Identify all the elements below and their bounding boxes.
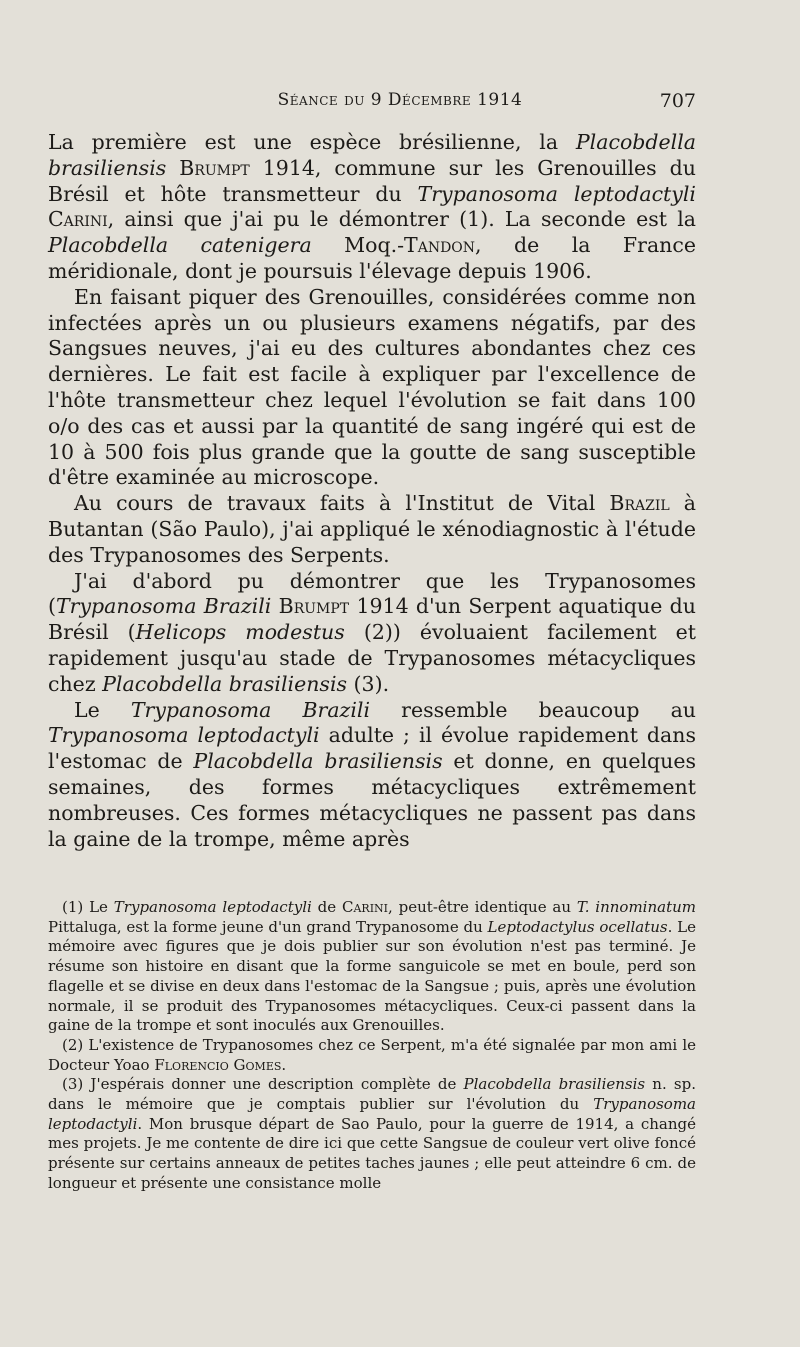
text-run: à Butantan (São Paulo), j'ai appliqué le xénodiagnostic à l'étude des Trypanosomes des Serpents.	[48, 491, 696, 567]
author-name: Brumpt	[179, 155, 250, 180]
species-name: T. innominatum	[576, 898, 696, 916]
text-run: ressemble beaucoup au	[370, 697, 697, 722]
text-run: n. sp. dans le mémoire que je comptais publier sur l'évolution du	[48, 1075, 696, 1114]
text-run: Pittaluga, est la forme jeune d'un grand Trypanosome du	[48, 917, 488, 936]
text-run: 1914 d'un Serpent aquatique du Brésil (	[48, 594, 696, 645]
footnotes	[48, 898, 696, 1194]
species-name: Trypanosoma leptodactyli	[48, 723, 320, 748]
species-name: Placobdella brasiliensis	[102, 671, 348, 696]
species-name: Leptodactylus ocellatus	[487, 917, 668, 936]
text-run: . Le mémoire avec figures que je dois publier sur son évolution n'est pas terminé. Je résume son histoire en disant que la forme sanguicole se met en boule, perd son flagelle et se divise en deux dans l'estomac de la Sangsue ; puis, après une évolution normale, il se produit des Trypanosomes métacycliques. Ceux-ci passent dans la gaine de la trompe et sont inoculés aux Grenouilles.	[48, 917, 697, 1035]
page-number: 707	[659, 90, 696, 112]
species-name: Trypanosoma leptodactyli	[113, 898, 312, 916]
text-run: (1) Le	[62, 898, 114, 916]
text-run: J'ai d'abord pu démontrer que les Trypanosomes (	[48, 568, 696, 619]
footnote-2	[48, 1036, 696, 1075]
species-name: Placobdella brasiliensis	[48, 130, 696, 180]
text-run: . Mon brusque départ de Sao Paulo, pour la guerre de 1914, a changé mes projets. Je me contente de dire ici que cette Sangsue de couleur vert olive foncé présente sur certains anneaux de petites taches jaunes ; elle peut atteindre 6 cm. de longueur et présente une consistance molle	[48, 1114, 696, 1192]
text-run: de	[311, 898, 342, 916]
species-name: Placobdella brasiliensis	[463, 1075, 646, 1094]
text-run: et donne, en quelques semaines, des formes métacycliques extrêmement nombreuses. Ces formes métacycliques ne passent pas dans la gaine de la trompe, même après	[48, 749, 696, 851]
text-run: (3).	[347, 671, 390, 696]
text-run: (2)) évoluaient facilement et rapidement jusqu'au stade de Trypanosomes métacycliques chez	[48, 620, 697, 696]
author-name: Brumpt	[278, 594, 350, 619]
species-name: Placobdella catenigera	[48, 233, 312, 258]
species-name: Trypanosoma leptodactyli	[48, 1095, 696, 1133]
author-name: Florencio Gomes	[154, 1055, 282, 1074]
text-run: Le	[74, 697, 131, 722]
paragraph-5	[48, 698, 696, 853]
author-name: Tandon	[404, 233, 476, 258]
paragraph-1	[48, 130, 696, 285]
text-run: , ainsi que j'ai pu le démontrer (1). La seconde est la	[107, 207, 696, 232]
text-run: , de la France méridionale, dont je poursuis l'élevage depuis 1906.	[48, 233, 696, 283]
species-name: Trypanosoma Brazili	[130, 697, 371, 722]
running-head	[0, 90, 800, 114]
text-run: adulte ; il évolue rapidement dans l'estomac de	[48, 723, 696, 774]
author-name: Brazil	[609, 491, 670, 516]
species-name: Placobdella brasiliensis	[193, 749, 443, 774]
footnote-1	[48, 898, 696, 1036]
running-title: Séance du 9 Décembre 1914	[277, 90, 523, 110]
text-run: 1914, commune sur les Grenouilles du Brésil et hôte transmetteur du	[48, 155, 696, 206]
text-run: Au cours de travaux faits à l'Institut de Vital	[74, 491, 610, 516]
body-text	[48, 130, 696, 852]
text-run: La première est une espèce brésilienne, la	[48, 130, 576, 154]
text-run: , peut-être identique au	[388, 898, 577, 916]
text-run: Moq.-	[311, 233, 405, 258]
species-name: Trypanosoma leptodactyli	[417, 181, 696, 206]
paragraph-4	[48, 569, 696, 698]
author-name: Carini	[48, 207, 108, 232]
text-run: (2) L'existence de Trypanosomes chez ce Serpent, m'a été signalée par mon ami le Docteur Yoao	[48, 1035, 696, 1074]
paragraph-3	[48, 491, 696, 568]
text-run: .	[281, 1055, 287, 1074]
species-name: Trypanosoma Brazili	[56, 594, 272, 619]
paragraph-2: En faisant piquer des Grenouilles, considérées comme non infectées après un ou plusieurs examens négatifs, par des Sangsues neuves, j'ai eu des cultures abondantes chez ces dernières. Le fait est facile à expliquer par l'excellence de l'hôte transmetteur chez lequel l'évolution se fait dans 100 o/o des cas et aussi par la quantité de sang ingéré qui est de 10 à 500 fois plus grande que la goutte de sang susceptible d'être examinée au microscope.	[48, 284, 696, 490]
footnote-3	[48, 1075, 696, 1193]
author-name: Carini	[342, 898, 389, 916]
species-name: Helicops modestus	[135, 620, 345, 645]
text-run: (3) J'espérais donner une description complète de	[62, 1075, 464, 1094]
